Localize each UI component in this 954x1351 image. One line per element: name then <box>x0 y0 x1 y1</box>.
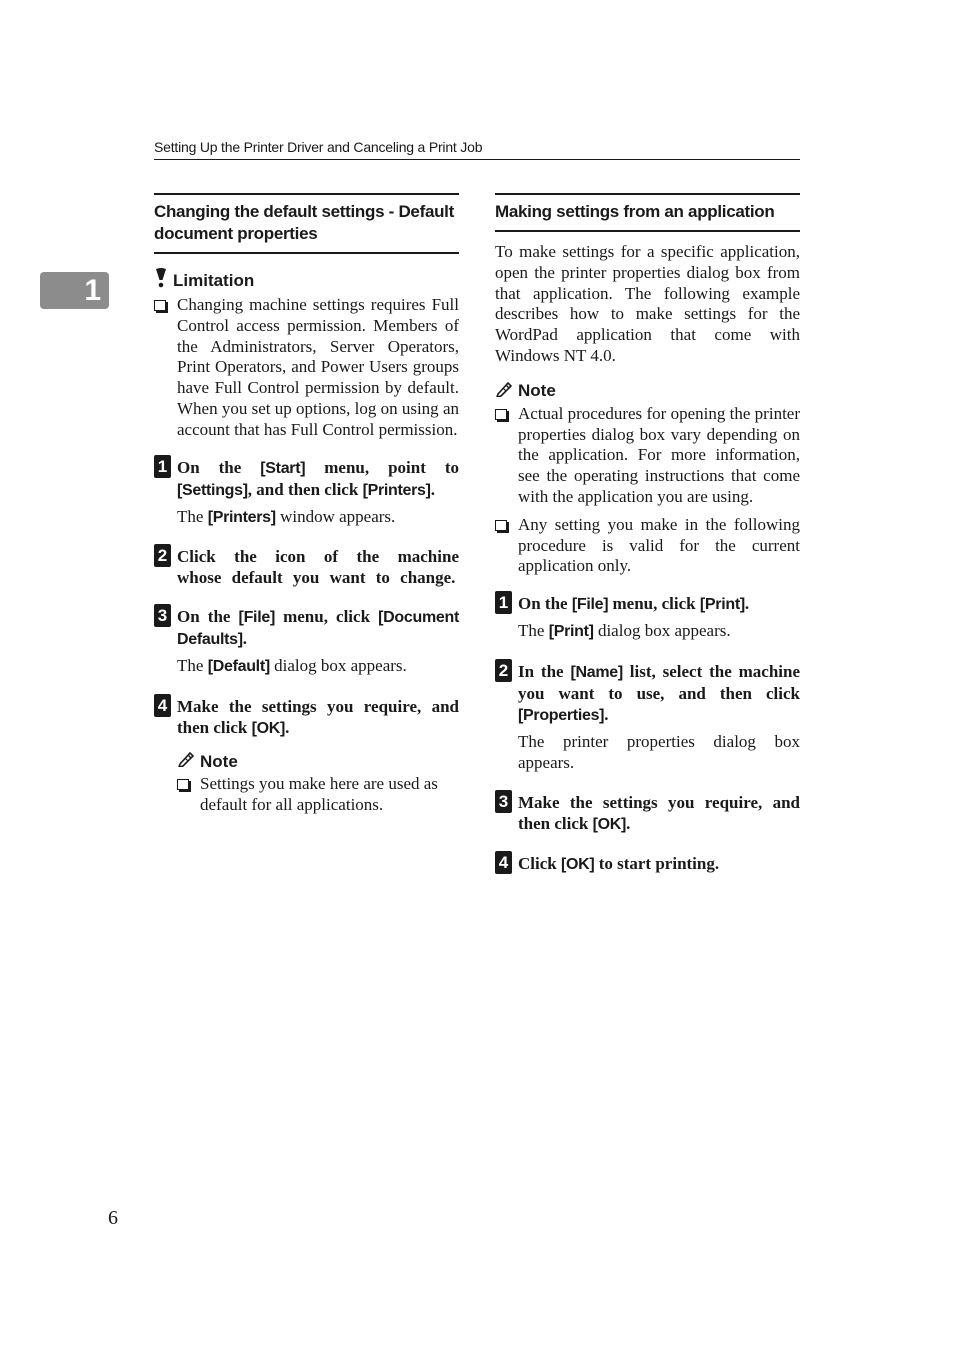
chapter-number: 1 <box>84 274 101 307</box>
step-3 <box>495 792 800 835</box>
note-text: Actual procedures for opening the printer properties dialog box vary depending on the application. For more information, see the operating instructions that come with the application you are using. <box>518 403 800 506</box>
checkbox-bullet-icon <box>154 300 166 311</box>
left-column <box>154 193 459 816</box>
running-header <box>154 139 800 160</box>
checkbox-bullet-icon <box>177 779 189 790</box>
note-title: Note <box>200 751 238 771</box>
step-number: 2 <box>154 544 171 567</box>
step-2-instruction: 2 Click the icon of the machine whose default you want to change. <box>154 546 459 588</box>
menu-print-label: [Print] <box>699 596 745 614</box>
note-item <box>177 774 459 816</box>
intro-paragraph: To make settings for a specific application, open the printer properties dialog box from that application. The following example describes how to make settings for the WordPad application that come with Windows NT 4.0. <box>495 242 800 365</box>
step-3 <box>154 606 459 678</box>
properties-button-label: [Properties] <box>518 706 605 724</box>
step-number: 3 <box>495 790 512 813</box>
right-column <box>495 193 800 875</box>
section-heading: Changing the default settings - Default document properties <box>154 193 459 254</box>
step-number: 4 <box>154 694 171 717</box>
name-list-label: [Name] <box>570 663 623 681</box>
step-1-instruction: 1 On the [Start] menu, point to [Settings], and then click [Printers]. <box>154 457 459 501</box>
menu-file-label: [File] <box>571 596 609 614</box>
step-3-instruction: 3 On the [File] menu, click [Document Defaults]. <box>154 606 459 650</box>
page-number: 6 <box>108 1207 118 1229</box>
note-title: Note <box>518 381 556 401</box>
note-text: Any setting you make in the following procedure is valid for the current application only. <box>518 514 800 576</box>
step-number: 1 <box>154 455 171 478</box>
step-4 <box>495 853 800 875</box>
limitation-title-row <box>154 268 459 293</box>
step-2-result: The printer properties dialog box appears. <box>518 731 800 772</box>
step-4 <box>154 696 459 739</box>
menu-start-label: [Start] <box>260 459 306 477</box>
note-text: Settings you make here are used as default for all applications. <box>200 774 438 814</box>
limitation-item <box>154 295 459 441</box>
ok-button-label: [OK] <box>592 815 627 833</box>
step-3-result: The [Default] dialog box appears. <box>177 656 407 676</box>
chapter-tab <box>40 272 109 309</box>
step-1 <box>495 593 800 643</box>
step-2 <box>154 546 459 588</box>
limitation-title: Limitation <box>173 270 255 290</box>
running-header-title: Setting Up the Printer Driver and Canceling a Print Job <box>154 139 483 155</box>
note-title-row <box>177 751 459 772</box>
ok-button-label: [OK] <box>251 720 286 738</box>
step-2 <box>495 661 800 774</box>
limitation-text: Changing machine settings requires Full Control access permission. Members of the Administrators, Server Operators, Print Operators, and Power Users groups have Full Control permission by default. When you set up options, log on using an account that has Full Control permission. <box>177 295 459 439</box>
step-number: 1 <box>495 591 512 614</box>
note-title-row <box>495 381 800 402</box>
checkbox-bullet-icon <box>495 409 507 420</box>
step-4-instruction: 4 Click [OK] to start printing. <box>495 853 800 875</box>
step-2-instruction: 2 In the [Name] list, select the machine you want to use, and then click [Properties]. <box>495 661 800 726</box>
step-number: 3 <box>154 604 171 627</box>
step-1-instruction: 1 On the [File] menu, click [Print]. <box>495 593 800 615</box>
step-3-instruction: 3 Make the settings you require, and then click [OK]. <box>495 792 800 835</box>
step-number: 2 <box>495 659 512 682</box>
step-1 <box>154 457 459 529</box>
step-1-result: The [Printers] window appears. <box>177 506 396 526</box>
menu-document-defaults-label: [Document Defaults] <box>177 609 459 649</box>
exclamation-icon <box>154 268 168 293</box>
pencil-icon <box>495 381 513 402</box>
ok-button-label: [OK] <box>560 855 595 873</box>
step-4-instruction: 4 Make the settings you require, and then click [OK]. <box>154 696 459 739</box>
note-item <box>495 404 800 508</box>
checkbox-bullet-icon <box>495 520 507 531</box>
left-note <box>177 751 459 816</box>
step-1-result: The [Print] dialog box appears. <box>518 621 731 641</box>
note-item <box>495 515 800 577</box>
section-heading: Making settings from an application <box>495 193 800 232</box>
pencil-icon <box>177 751 195 772</box>
menu-printers-label: [Printers] <box>362 481 431 499</box>
step-number: 4 <box>495 851 512 874</box>
menu-settings-label: [Settings] <box>177 481 248 499</box>
menu-file-label: [File] <box>238 609 275 627</box>
